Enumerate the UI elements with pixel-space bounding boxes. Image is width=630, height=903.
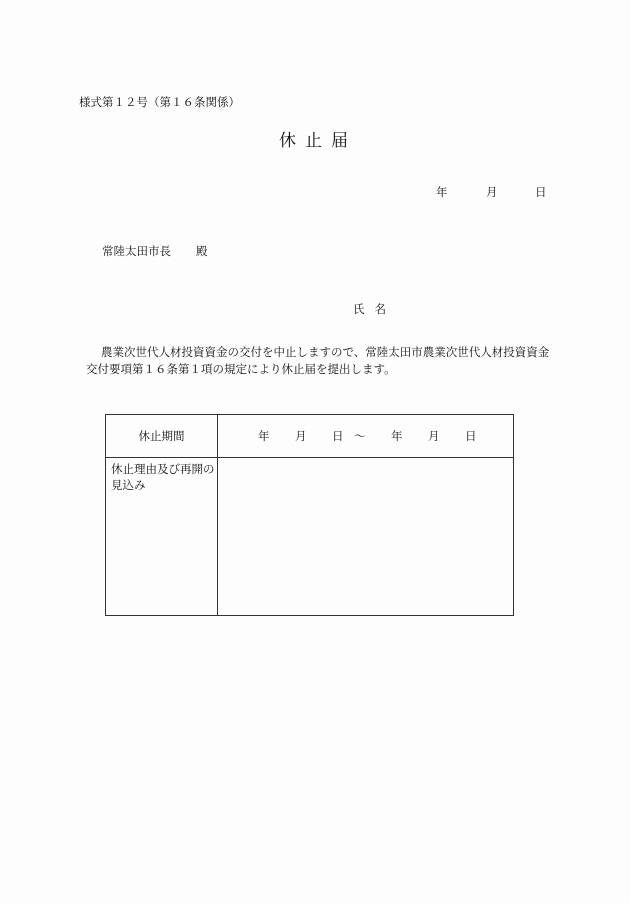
period-separator: ～ [354, 429, 366, 443]
reason-label: 休止理由及び再開の見込み [111, 462, 215, 492]
applicant-name-label: 氏名 [353, 302, 396, 316]
period-end-month: 月 [428, 429, 440, 443]
body-paragraph: 農業次世代人材投資資金の交付を中止しますので、常陸太田市農業次世代人材投資資金交付要項第１６条第１項の規定により休止届を提出します。 [86, 345, 550, 376]
period-end-year: 年 [391, 429, 403, 443]
period-label: 休止期間 [138, 429, 185, 443]
period-start-year: 年 [258, 429, 270, 443]
date-day-label: 日 [535, 185, 547, 199]
period-start-month: 月 [295, 429, 307, 443]
table-column-divider [217, 415, 218, 615]
period-end-day: 日 [465, 429, 477, 443]
date-month-label: 月 [486, 185, 498, 199]
form-number: 様式第１２号（第１６条関係） [79, 95, 240, 109]
period-start-day: 日 [332, 429, 344, 443]
addressee-name: 常陸太田市長 [102, 244, 171, 258]
document-title: 休止届 [279, 131, 357, 151]
reason-field[interactable] [222, 461, 509, 611]
addressee-honorific: 殿 [196, 244, 208, 258]
date-year-label: 年 [436, 185, 448, 199]
info-table [105, 414, 514, 616]
